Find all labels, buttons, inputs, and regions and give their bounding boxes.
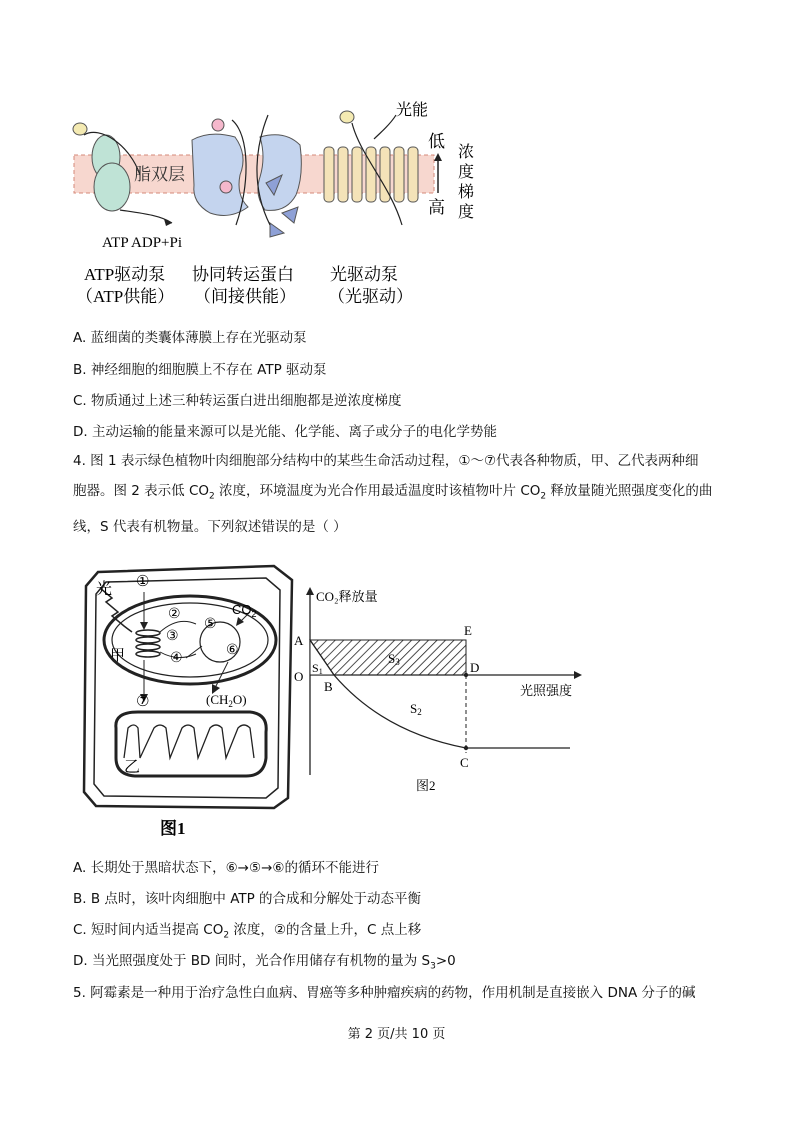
num-6: ⑥ — [226, 642, 239, 658]
figure-1-caption: 图1 — [160, 819, 186, 838]
s2-label: S2 — [410, 701, 422, 717]
question-5-stem: 5. 阿霉素是一种用于治疗急性白血病、胃癌等多种肿瘤疾病的药物，作用机制是直接嵌入 DNA 分子的碱 — [73, 985, 696, 1001]
q3-option-d: D. 主动运输的能量来源可以是光能、化学能、离子或分子的电化学势能 — [73, 424, 497, 440]
yi-label: 乙 — [124, 759, 141, 776]
q3-option-b: B. 神经细胞的细胞膜上不存在 ATP 驱动泵 — [73, 362, 327, 378]
x-axis-label: 光照强度 — [520, 683, 573, 698]
q4-option-b: B. B 点时，该叶肉细胞中 ATP 的合成和分解处于动态平衡 — [73, 891, 422, 907]
q4-option-a: A. 长期处于黑暗状态下，⑥→⑤→⑥的循环不能进行 — [73, 860, 380, 876]
ch2o-label: $(CH_2O)$ — [206, 692, 247, 709]
gradient-char-1: 浓 — [458, 144, 475, 161]
cotransporter-right — [258, 135, 301, 211]
gradient-char-3: 梯 — [458, 184, 475, 201]
page-footer: 第 2 页/共 10 页 — [347, 1027, 446, 1042]
num-2: ② — [168, 606, 181, 622]
low-label: 低 — [428, 132, 445, 151]
caption-cotransporter: 协同转运蛋白 — [192, 265, 294, 284]
caption-atp-pump: ATP驱动泵 — [84, 265, 166, 284]
caption-light-pump: 光驱动泵 — [330, 265, 398, 284]
q4-line-2: 胞器。图 2 表示低 $CO_2$ 浓度，环境温度为光合作用最适温度时该植物叶片 $CO_2$ 释放量随光照强度变化的曲 — [73, 483, 713, 502]
grana-stack — [136, 630, 160, 657]
point-b: B — [324, 679, 333, 694]
gradient-char-2: 度 — [458, 164, 475, 181]
num-3: ③ — [166, 628, 179, 644]
s1-label: S1 — [312, 661, 323, 676]
point-d: D — [470, 660, 480, 675]
y-axis-label: CO₂释放量 — [316, 589, 378, 604]
light-pump — [324, 147, 418, 202]
q4-option-d: D. 当光照强度处于 BD 间时，光合作用储存有机物的量为 $S_3>0$ — [73, 953, 456, 972]
jia-label: 甲 — [110, 647, 126, 664]
light-energy-label: 光能 — [396, 102, 429, 119]
molecule-triangle-3 — [270, 223, 284, 237]
point-e: E — [464, 623, 472, 638]
caption-light-pump-sub: （光驱动） — [328, 287, 413, 306]
caption-cotransporter-sub: （间接供能） — [194, 287, 296, 306]
s3-label: S3 — [388, 651, 400, 667]
cotransporter-left — [192, 134, 248, 215]
num-1: ① — [136, 572, 150, 590]
point-c: C — [460, 755, 469, 770]
q4-option-c: C. 短时间内适当提高 $CO_2$ 浓度，②的含量上升，C 点上移 — [73, 922, 422, 941]
point-a: A — [294, 633, 304, 648]
transport-protein-figure — [60, 95, 490, 310]
caption-atp-pump-sub: （ATP供能） — [76, 287, 175, 306]
q4-line-3: 线，S 代表有机物量。下列叙述错误的是（ ） — [73, 518, 347, 535]
ion-ball-1 — [212, 119, 224, 131]
light-label: 光 — [96, 581, 113, 598]
num-7: ⑦ — [136, 692, 150, 710]
atp-pump-bottom — [94, 163, 130, 211]
gradient-char-4: 度 — [458, 204, 475, 221]
figure-2-caption: 图2 — [416, 778, 436, 793]
atp-reaction-label: ATP ADP+Pi — [102, 235, 183, 251]
cell-figure — [78, 562, 300, 840]
co2-label: $CO_2$ — [232, 602, 257, 619]
q4-line-1: 4. 图 1 表示绿色植物叶肉细胞部分结构中的某些生命活动过程，①～⑦代表各种物质，甲、乙代表两种细 — [73, 453, 699, 469]
lipid-label: 脂双层 — [134, 165, 185, 184]
high-label: 高 — [428, 198, 445, 217]
atp-pump-ball — [73, 123, 87, 135]
light-pump-ball — [340, 111, 354, 123]
co2-curve-figure — [288, 585, 588, 800]
q3-option-a: A. 蓝细菌的类囊体薄膜上存在光驱动泵 — [73, 330, 307, 346]
point-o: O — [294, 669, 304, 684]
molecule-triangle-2 — [282, 207, 298, 223]
num-5: ⑤ — [204, 616, 217, 632]
ion-ball-2 — [220, 181, 232, 193]
num-4: ④ — [170, 650, 183, 666]
question-4-stem — [73, 446, 733, 542]
q3-option-c: C. 物质通过上述三种转运蛋白进出细胞都是逆浓度梯度 — [73, 393, 402, 409]
